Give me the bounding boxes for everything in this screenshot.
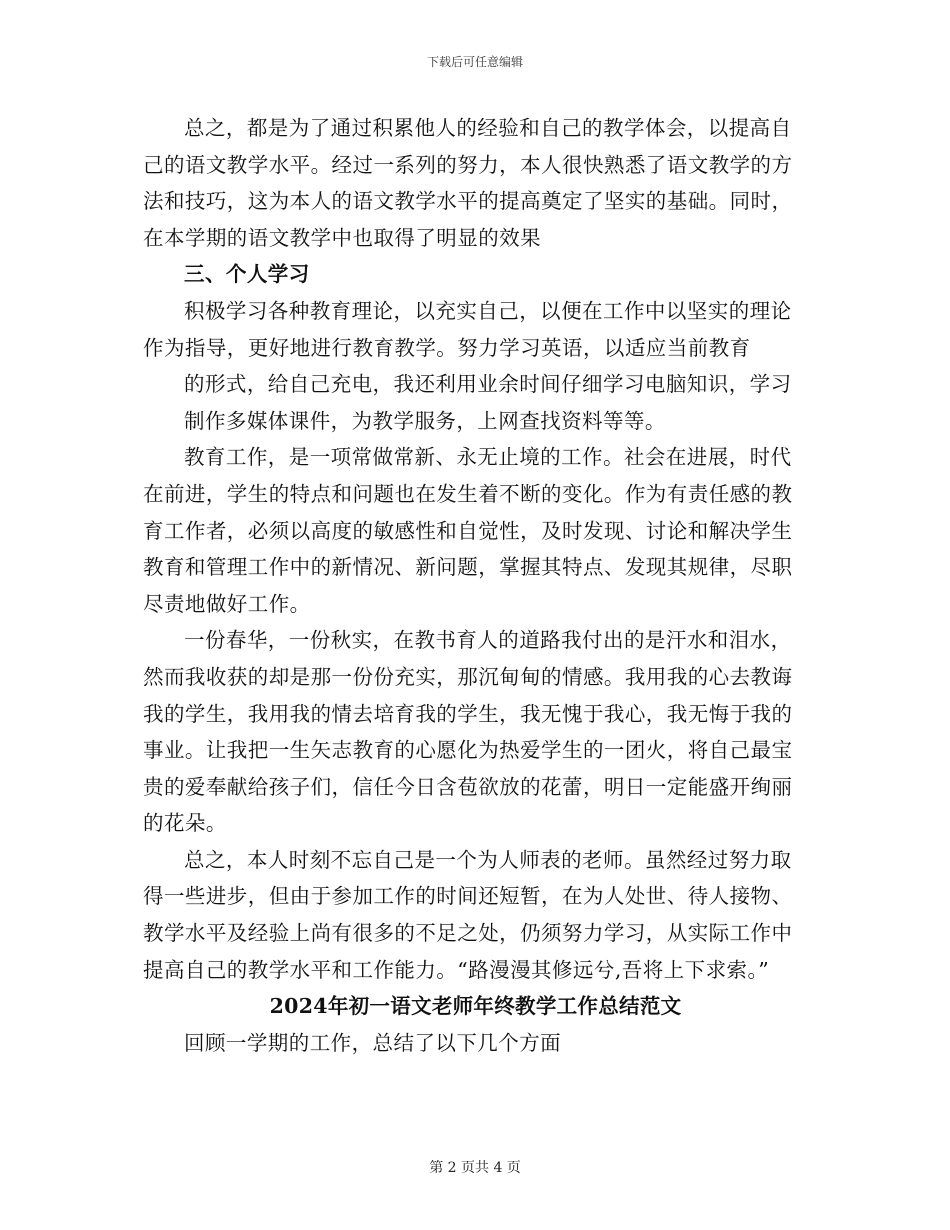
document-body — [143, 110, 808, 1061]
paragraph-study-continuation: 的形式，给自己充电，我还利用业余时间仔细学习电脑知识，学习制作多媒体课件，为教学服务，上网查找资料等等。 — [184, 372, 792, 433]
page-footer: 第 2 页共 4 页 — [429, 1160, 521, 1176]
paragraph-spring-autumn: 一份春华，一份秋实，在教书育人的道路我付出的是汗水和泪水，然而我收获的却是那一份份充实，那沉甸甸的情感。我用我的心去教诲我的学生，我用我的情去培育我的学生，我无愧于我心，我无悔于我的事业。让我把一生矢志教育的心愿化为热爱学生的一团火，将自己最宝贵的爱奉献给孩子们，信任今日含苞欲放的花蕾，明日一定能盛开绚丽的花朵。 — [143, 628, 793, 836]
paragraph-review-intro: 回顾一学期的工作，总结了以下几个方面 — [184, 1030, 562, 1055]
paragraph-study-theory: 积极学习各种教育理论，以充实自己，以便在工作中以坚实的理论作为指导，更好地进行教育教学。努力学习英语，以适应当前教育 — [143, 298, 792, 360]
page-header: 下载后可任意编辑 — [426, 55, 523, 69]
paragraph-summary-teaching: 总之，都是为了通过积累他人的经验和自己的教学体会，以提高自己的语文教学水平。经过一系列的努力，本人很快熟悉了语文教学的方法和技巧，这为本人的语文教学水平的提高奠定了坚实的基础。同时，在本学期的语文教学中也取得了明显的效果 — [143, 116, 793, 250]
paragraph-education-work: 教育工作，是一项常做常新、永无止境的工作。社会在进展，时代在前进，学生的特点和问题也在发生着不断的变化。作为有责任感的教育工作者，必须以高度的敏感性和自觉性，及时发现、讨论和解决学生教育和管理工作中的新情况、新问题，掌握其特点、发现其规律，尽职尽责地做好工作。 — [143, 445, 793, 616]
section-heading-personal-study: 三、个人学习 — [184, 262, 310, 287]
document-title: 2024年初一语文老师年终教学工作总结范文 — [269, 994, 682, 1019]
paragraph-conclusion: 总之，本人时刻不忘自己是一个为人师表的老师。虽然经过努力取得一些进步，但由于参加工作的时间还短暂，在为人处世、待人接物、教学水平及经验上尚有很多的不足之处，仍须努力学习，从实际工作中提高自己的教学水平和工作能力。“路漫漫其修远兮,吾将上下求索。” — [143, 847, 793, 982]
